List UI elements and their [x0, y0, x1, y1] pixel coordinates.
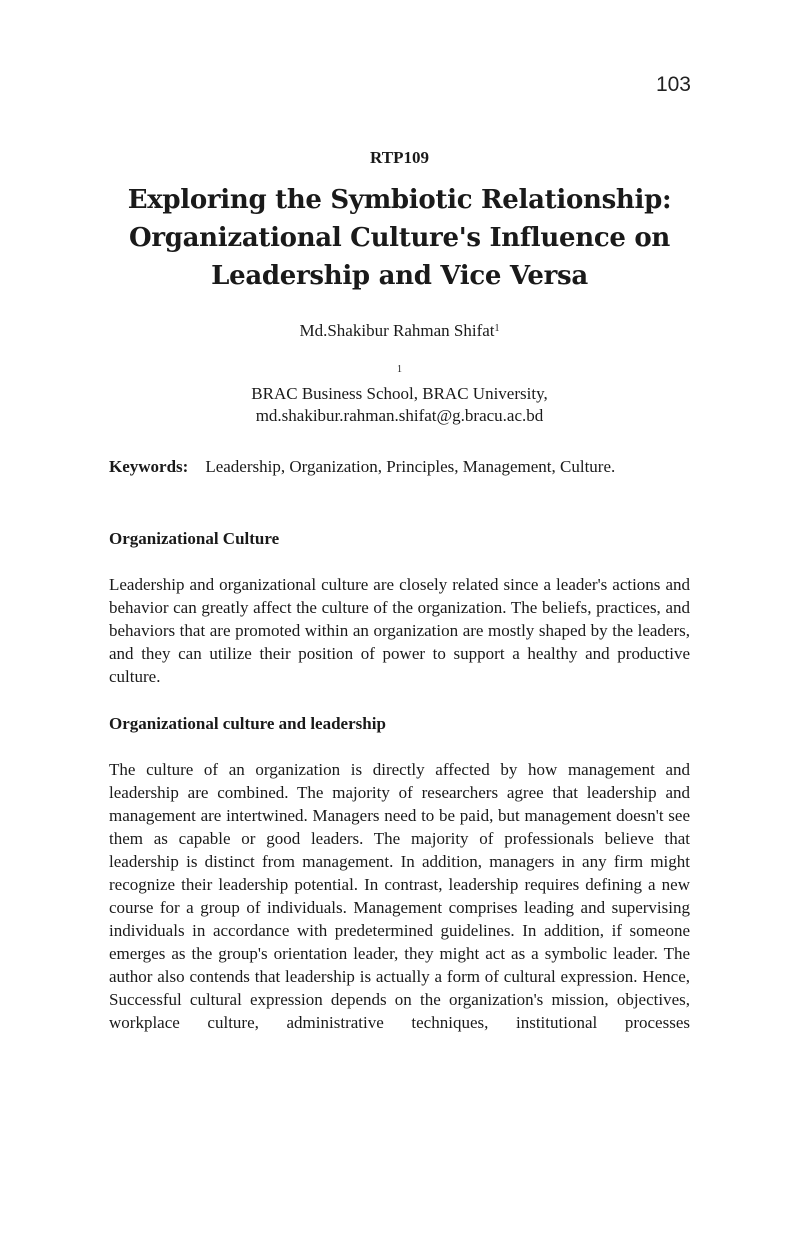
keywords-label: Keywords: — [109, 457, 189, 476]
paper-content — [109, 147, 690, 1034]
affiliation-line — [109, 361, 690, 405]
author-name: Md.Shakibur Rahman Shifat — [299, 321, 495, 340]
affiliation-marker: 1 — [397, 364, 402, 375]
title-line-1: Exploring the Symbiotic Relationship: — [127, 185, 672, 215]
paper-code: RTP109 — [370, 148, 429, 167]
author-email: md.shakibur.rahman.shifat@g.bracu.ac.bd — [255, 406, 544, 425]
section-body-culture-and-leadership: The culture of an organization is directly affected by how management and leadership are combined. The majority of researchers agree that leadership and management are intertwined. Managers need to be paid, but management doesn't see them as capable or good leaders. The majority of professionals believe that leadership is distinct from management. In addition, managers in any firm might recognize their leadership potential. In contrast, leadership requires defining a new course for a group of individuals. Management comprises leading and supervising individuals in accordance with predetermined guidelines. In addition, if someone emerges as the group's orientation leader, they might act as a symbolic leader. The author also contends that leadership is actually a form of cultural expression. Hence, Successful cultural expression depends on the organization's mission, objectives, workplace culture, administrative techniques, institutional processes — [109, 760, 690, 1032]
title-line-3: Leadership and Vice Versa — [211, 261, 588, 291]
page-number: 103 — [655, 73, 691, 96]
title-line-2: Organizational Culture's Influence on — [129, 223, 670, 253]
author-affiliation-marker: 1 — [494, 323, 500, 334]
section-heading-organizational-culture: Organizational Culture — [109, 529, 280, 548]
affiliation-text: BRAC Business School, BRAC University, — [251, 384, 548, 403]
affiliation-block — [109, 361, 690, 427]
author-line — [109, 320, 690, 342]
section-heading-culture-and-leadership: Organizational culture and leadership — [109, 714, 386, 733]
keywords-text: Leadership, Organization, Principles, Management, Culture. — [205, 457, 616, 476]
section-body-organizational-culture: Leadership and organizational culture are closely related since a leader's actions and behavior can greatly affect the culture of the organization. The beliefs, practices, and behaviors that are promoted within an organization are mostly shaped by the leaders, and they can utilize their position of power to support a healthy and productive culture. — [109, 575, 690, 686]
keywords — [109, 455, 690, 478]
paper-title — [109, 181, 690, 295]
